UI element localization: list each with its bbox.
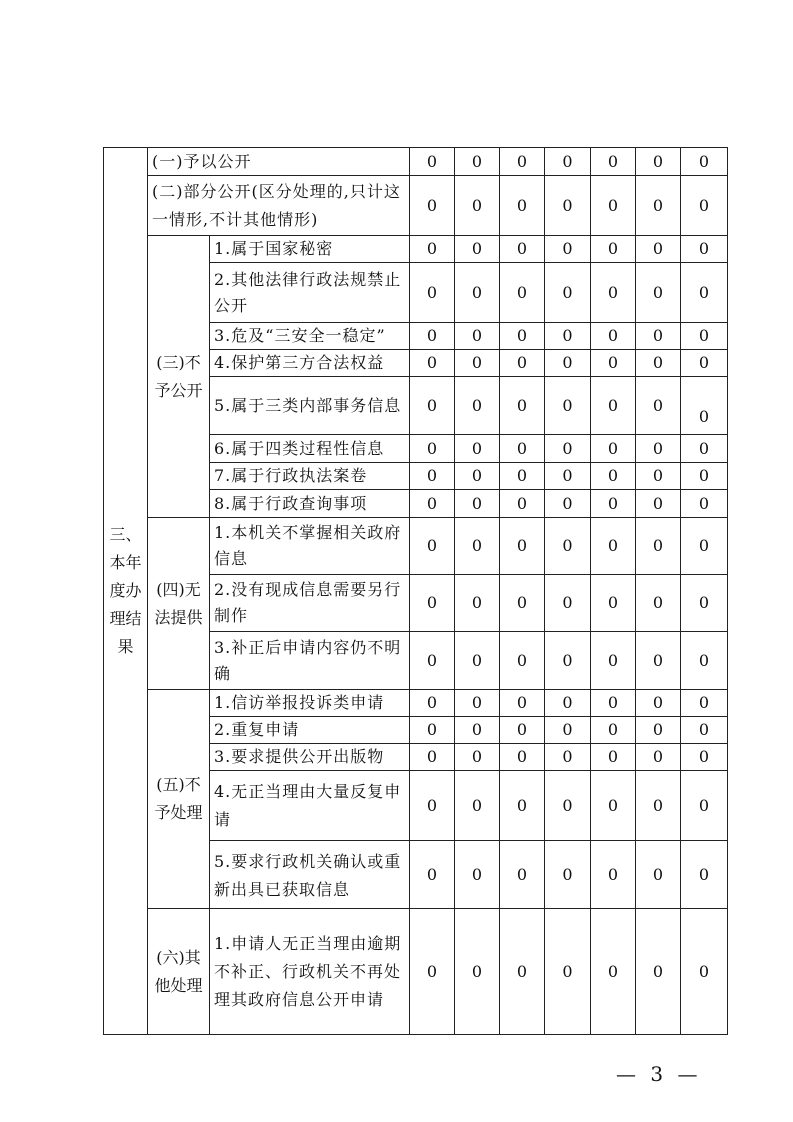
value-cell: 0: [545, 771, 591, 841]
value-cell: 0: [455, 490, 500, 518]
item-label: 2.其他法律行政法规禁止公开: [210, 263, 410, 323]
value-cell: 0: [636, 909, 681, 1035]
value-cell: 0: [681, 490, 728, 518]
value-cell: 0: [545, 463, 591, 490]
value-cell: 0: [591, 717, 636, 744]
value-cell: 0: [455, 263, 500, 323]
value-cell: 0: [455, 575, 500, 632]
value-cell: 0: [545, 148, 591, 176]
value-cell: 0: [500, 632, 545, 690]
value-cell: 0: [681, 435, 728, 463]
value-cell: 0: [500, 518, 545, 575]
value-cell: 0: [591, 350, 636, 377]
value-cell: 0: [591, 377, 636, 435]
value-cell: 0: [636, 435, 681, 463]
value-cell: 0: [500, 176, 545, 236]
value-cell: 0: [591, 841, 636, 909]
value-cell: 0: [636, 148, 681, 176]
value-cell: 0: [410, 176, 455, 236]
value-cell: 0: [681, 236, 728, 263]
section-label: 三、本年度办理结果: [104, 148, 148, 1035]
group-label-g2: (二)部分公开(区分处理的,只计这一情形,不计其他情形): [148, 176, 410, 236]
value-cell: 0: [410, 377, 455, 435]
value-cell: 0: [545, 744, 591, 771]
value-cell: 0: [591, 323, 636, 350]
value-cell: 0: [681, 518, 728, 575]
value-cell: 0: [636, 717, 681, 744]
item-label: 5.要求行政机关确认或重新出具已获取信息: [210, 841, 410, 909]
group-label-g5: (五)不予处理: [148, 690, 210, 909]
table-row: [104, 909, 728, 1035]
value-cell: 0: [545, 490, 591, 518]
value-cell: 0: [681, 350, 728, 377]
value-cell: 0: [545, 263, 591, 323]
value-cell: 0: [636, 575, 681, 632]
item-label: 2.重复申请: [210, 717, 410, 744]
value-cell: 0: [500, 463, 545, 490]
item-label: 5.属于三类内部事务信息: [210, 377, 410, 435]
table-row: [104, 690, 728, 717]
page-number: — 3 —: [616, 1062, 702, 1086]
value-cell: 0: [545, 350, 591, 377]
value-cell: 0: [636, 323, 681, 350]
value-cell: 0: [455, 518, 500, 575]
value-cell: 0: [681, 323, 728, 350]
group-label-g1: (一)予以公开: [148, 148, 410, 176]
item-label: 2.没有现成信息需要另行制作: [210, 575, 410, 632]
value-cell: 0: [636, 518, 681, 575]
value-cell: 0: [455, 435, 500, 463]
value-cell: 0: [545, 176, 591, 236]
item-label: 3.要求提供公开出版物: [210, 744, 410, 771]
value-cell: 0: [500, 236, 545, 263]
value-cell: 0: [455, 632, 500, 690]
table-row: [104, 518, 728, 575]
value-cell: 0: [410, 435, 455, 463]
group-label-g3: (三)不予公开: [148, 236, 210, 518]
value-cell: 0: [410, 771, 455, 841]
value-cell: 0: [545, 632, 591, 690]
value-cell: 0: [545, 575, 591, 632]
value-cell: 0: [591, 632, 636, 690]
value-cell: 0: [410, 690, 455, 717]
value-cell: 0: [591, 435, 636, 463]
value-cell: 0: [500, 377, 545, 435]
table-row: [104, 176, 728, 236]
value-cell: 0: [500, 744, 545, 771]
value-cell: 0: [681, 690, 728, 717]
value-cell: 0: [636, 690, 681, 717]
value-cell: 0: [455, 771, 500, 841]
value-cell: 0: [500, 350, 545, 377]
value-cell: 0: [591, 236, 636, 263]
value-cell: 0: [545, 909, 591, 1035]
value-cell: 0: [591, 463, 636, 490]
value-cell: 0: [681, 463, 728, 490]
item-label: 1.本机关不掌握相关政府信息: [210, 518, 410, 575]
value-cell: 0: [636, 463, 681, 490]
value-cell: 0: [410, 575, 455, 632]
value-cell: 0: [636, 377, 681, 435]
item-label: 4.无正当理由大量反复申请: [210, 771, 410, 841]
item-label: 7.属于行政执法案卷: [210, 463, 410, 490]
value-cell: 0: [681, 744, 728, 771]
item-label: 6.属于四类过程性信息: [210, 435, 410, 463]
value-cell: 0: [500, 841, 545, 909]
value-cell: 0: [636, 632, 681, 690]
value-cell: 0: [636, 350, 681, 377]
item-label: 4.保护第三方合法权益: [210, 350, 410, 377]
value-cell: 0: [410, 350, 455, 377]
value-cell: 0: [455, 744, 500, 771]
value-cell: 0: [455, 350, 500, 377]
value-cell: 0: [455, 148, 500, 176]
value-cell: 0: [545, 236, 591, 263]
value-cell: 0: [410, 236, 455, 263]
value-cell: 0: [410, 518, 455, 575]
value-cell: 0: [681, 771, 728, 841]
value-cell: 0: [410, 490, 455, 518]
value-cell: 0: [591, 909, 636, 1035]
value-cell: 0: [410, 323, 455, 350]
value-cell: 0: [455, 463, 500, 490]
value-cell: 0: [410, 909, 455, 1035]
item-label: 1.申请人无正当理由逾期不补正、行政机关不再处理其政府信息公开申请: [210, 909, 410, 1035]
item-label: 8.属于行政查询事项: [210, 490, 410, 518]
value-cell: 0: [636, 744, 681, 771]
value-cell: 0: [500, 435, 545, 463]
value-cell: 0: [636, 176, 681, 236]
value-cell: 0: [681, 717, 728, 744]
value-cell: 0: [410, 263, 455, 323]
value-cell: 0: [591, 148, 636, 176]
value-cell: 0: [636, 490, 681, 518]
value-cell: 0: [500, 323, 545, 350]
value-cell: 0: [681, 377, 728, 435]
value-cell: 0: [681, 841, 728, 909]
value-cell: 0: [636, 263, 681, 323]
value-cell: 0: [455, 841, 500, 909]
value-cell: 0: [410, 463, 455, 490]
value-cell: 0: [545, 518, 591, 575]
value-cell: 0: [500, 263, 545, 323]
value-cell: 0: [681, 909, 728, 1035]
group-label-g4: (四)无法提供: [148, 518, 210, 690]
group-label-g6: (六)其他处理: [148, 909, 210, 1035]
value-cell: 0: [681, 176, 728, 236]
item-label: 3.危及“三安全一稳定”: [210, 323, 410, 350]
value-cell: 0: [500, 717, 545, 744]
value-cell: 0: [545, 841, 591, 909]
value-cell: 0: [591, 744, 636, 771]
value-cell: 0: [410, 148, 455, 176]
value-cell: 0: [500, 909, 545, 1035]
value-cell: 0: [455, 717, 500, 744]
value-cell: 0: [636, 771, 681, 841]
item-label: 1.属于国家秘密: [210, 236, 410, 263]
value-cell: 0: [410, 841, 455, 909]
value-cell: 0: [410, 744, 455, 771]
value-cell: 0: [681, 632, 728, 690]
value-cell: 0: [455, 690, 500, 717]
item-label: 3.补正后申请内容仍不明确: [210, 632, 410, 690]
value-cell: 0: [636, 236, 681, 263]
value-cell: 0: [500, 148, 545, 176]
value-cell: 0: [591, 263, 636, 323]
value-cell: 0: [410, 632, 455, 690]
value-cell: 0: [545, 323, 591, 350]
table-row: [104, 236, 728, 263]
value-cell: 0: [500, 771, 545, 841]
value-cell: 0: [591, 575, 636, 632]
value-cell: 0: [545, 435, 591, 463]
value-cell: 0: [545, 717, 591, 744]
value-cell: 0: [591, 518, 636, 575]
results-table: [103, 147, 728, 1035]
value-cell: 0: [410, 717, 455, 744]
value-cell: 0: [455, 176, 500, 236]
value-cell: 0: [500, 490, 545, 518]
value-cell: 0: [455, 377, 500, 435]
value-cell: 0: [545, 690, 591, 717]
value-cell: 0: [455, 909, 500, 1035]
value-cell: 0: [455, 236, 500, 263]
value-cell: 0: [591, 771, 636, 841]
value-cell: 0: [545, 377, 591, 435]
value-cell: 0: [591, 176, 636, 236]
value-cell: 0: [681, 575, 728, 632]
value-cell: 0: [681, 148, 728, 176]
value-cell: 0: [500, 575, 545, 632]
table-row: [104, 148, 728, 176]
value-cell: 0: [591, 490, 636, 518]
item-label: 1.信访举报投诉类申请: [210, 690, 410, 717]
value-cell: 0: [636, 841, 681, 909]
value-cell: 0: [500, 690, 545, 717]
value-cell: 0: [681, 263, 728, 323]
value-cell: 0: [455, 323, 500, 350]
value-cell: 0: [591, 690, 636, 717]
